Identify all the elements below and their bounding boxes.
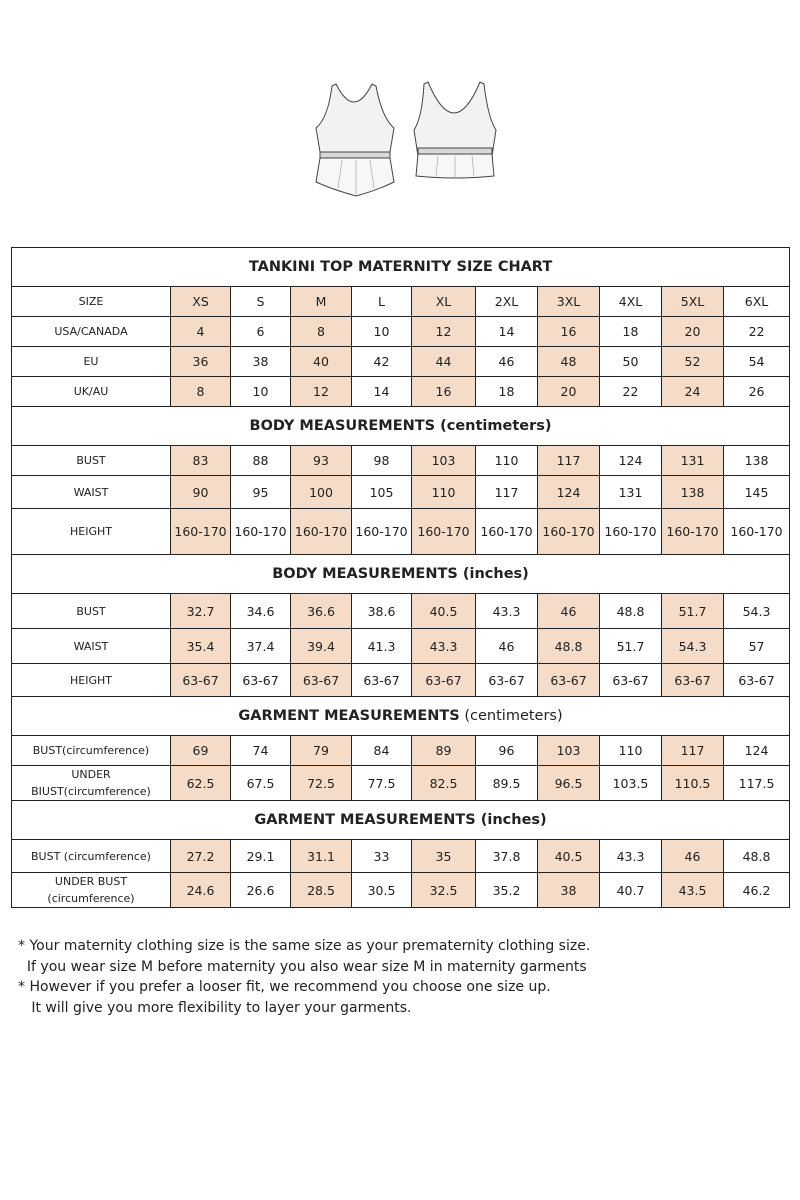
table-cell: 40 bbox=[291, 347, 352, 377]
table-cell: 79 bbox=[291, 736, 352, 766]
table-cell: 46 bbox=[476, 629, 538, 664]
note-line: * However if you prefer a looser fit, we recommend you choose one size up. bbox=[18, 979, 551, 995]
table-cell: 8 bbox=[171, 377, 231, 407]
table-cell: 35.4 bbox=[171, 629, 231, 664]
table-cell: 32.5 bbox=[412, 873, 476, 908]
table-cell: 5XL bbox=[662, 287, 724, 317]
table-cell: 88 bbox=[231, 446, 291, 476]
table-row bbox=[12, 766, 790, 801]
table-cell: 160-170 bbox=[352, 509, 412, 555]
table-cell: 98 bbox=[352, 446, 412, 476]
table-cell: 50 bbox=[600, 347, 662, 377]
table-cell: 63-67 bbox=[352, 664, 412, 697]
table-cell: 124 bbox=[538, 476, 600, 509]
section-title bbox=[12, 407, 790, 446]
section-title-text: GARMENT MEASUREMENTS bbox=[254, 811, 476, 828]
table-cell: 63-67 bbox=[291, 664, 352, 697]
table-cell: 63-67 bbox=[724, 664, 790, 697]
table-cell: 131 bbox=[662, 446, 724, 476]
section-title bbox=[12, 555, 790, 594]
table-row bbox=[12, 347, 790, 377]
table-cell: 36 bbox=[171, 347, 231, 377]
table-cell: 103.5 bbox=[600, 766, 662, 801]
tankini-front bbox=[316, 84, 394, 196]
table-cell: 12 bbox=[412, 317, 476, 347]
table-cell: 16 bbox=[538, 317, 600, 347]
table-cell: 20 bbox=[538, 377, 600, 407]
table-cell: 131 bbox=[600, 476, 662, 509]
note-line: It will give you more flexibility to layer your garments. bbox=[18, 999, 412, 1016]
row-label: BUST (circumference) bbox=[12, 840, 171, 873]
table-cell: 29.1 bbox=[231, 840, 291, 873]
table-cell: 8 bbox=[291, 317, 352, 347]
table-cell: 72.5 bbox=[291, 766, 352, 801]
section-header bbox=[12, 555, 790, 594]
table-cell: 38 bbox=[538, 873, 600, 908]
table-row bbox=[12, 873, 790, 908]
table-cell: 90 bbox=[171, 476, 231, 509]
note-line: * Your maternity clothing size is the same size as your prematernity clothing size. bbox=[18, 938, 591, 954]
table-cell: 38.6 bbox=[352, 594, 412, 629]
table-cell: 83 bbox=[171, 446, 231, 476]
table-cell: 31.1 bbox=[291, 840, 352, 873]
row-label: UNDER BUST (circumference) bbox=[12, 873, 171, 908]
table-cell: 4XL bbox=[600, 287, 662, 317]
section-header bbox=[12, 407, 790, 446]
table-cell: 93 bbox=[291, 446, 352, 476]
table-cell: 12 bbox=[291, 377, 352, 407]
table-cell: 96.5 bbox=[538, 766, 600, 801]
table-cell: 24.6 bbox=[171, 873, 231, 908]
table-cell: 54.3 bbox=[662, 629, 724, 664]
table-cell: 52 bbox=[662, 347, 724, 377]
table-cell: 26 bbox=[724, 377, 790, 407]
table-cell: 124 bbox=[600, 446, 662, 476]
table-cell: 89 bbox=[412, 736, 476, 766]
table-cell: 46 bbox=[538, 594, 600, 629]
table-cell: XS bbox=[171, 287, 231, 317]
table-cell: 48 bbox=[538, 347, 600, 377]
row-label: USA/CANADA bbox=[12, 317, 171, 347]
table-cell: 40.5 bbox=[538, 840, 600, 873]
table-row bbox=[12, 629, 790, 664]
row-label: BUST bbox=[12, 446, 171, 476]
table-row bbox=[12, 594, 790, 629]
table-cell: 117 bbox=[662, 736, 724, 766]
table-cell: 160-170 bbox=[724, 509, 790, 555]
table-cell: 40.7 bbox=[600, 873, 662, 908]
table-cell: 6XL bbox=[724, 287, 790, 317]
table-cell: 18 bbox=[600, 317, 662, 347]
table-cell: 62.5 bbox=[171, 766, 231, 801]
table-cell: 10 bbox=[352, 317, 412, 347]
table-row bbox=[12, 509, 790, 555]
table-cell: M bbox=[291, 287, 352, 317]
table-cell: 37.8 bbox=[476, 840, 538, 873]
row-label: SIZE bbox=[12, 287, 171, 317]
table-row bbox=[12, 476, 790, 509]
row-label: HEIGHT bbox=[12, 664, 171, 697]
table-cell: 43.3 bbox=[412, 629, 476, 664]
table-cell: 35.2 bbox=[476, 873, 538, 908]
tankini-back bbox=[414, 82, 496, 178]
table-row bbox=[12, 840, 790, 873]
section-title-text: BODY MEASUREMENTS bbox=[249, 417, 436, 434]
table-cell: 18 bbox=[476, 377, 538, 407]
table-cell: 63-67 bbox=[538, 664, 600, 697]
table-cell: XL bbox=[412, 287, 476, 317]
table-cell: 63-67 bbox=[662, 664, 724, 697]
table-cell: 138 bbox=[662, 476, 724, 509]
table-cell: 117 bbox=[476, 476, 538, 509]
table-cell: 89.5 bbox=[476, 766, 538, 801]
table-cell: 10 bbox=[231, 377, 291, 407]
table-row bbox=[12, 377, 790, 407]
table-cell: 63-67 bbox=[412, 664, 476, 697]
table-cell: 160-170 bbox=[476, 509, 538, 555]
table-cell: 124 bbox=[724, 736, 790, 766]
table-cell: 36.6 bbox=[291, 594, 352, 629]
table-row bbox=[12, 664, 790, 697]
table-cell: 95 bbox=[231, 476, 291, 509]
row-label: WAIST bbox=[12, 476, 171, 509]
table-cell: 34.6 bbox=[231, 594, 291, 629]
table-cell: 63-67 bbox=[476, 664, 538, 697]
table-cell: 110.5 bbox=[662, 766, 724, 801]
row-label: EU bbox=[12, 347, 171, 377]
section-title bbox=[12, 697, 790, 736]
table-cell: 46 bbox=[476, 347, 538, 377]
table-cell: 28.5 bbox=[291, 873, 352, 908]
table-cell: 103 bbox=[538, 736, 600, 766]
section-header bbox=[12, 801, 790, 840]
section-title-text: GARMENT MEASUREMENTS bbox=[238, 707, 460, 724]
table-cell: 14 bbox=[476, 317, 538, 347]
table-row bbox=[12, 317, 790, 347]
row-label: UK/AU bbox=[12, 377, 171, 407]
table-cell: 24 bbox=[662, 377, 724, 407]
table-cell: 16 bbox=[412, 377, 476, 407]
table-cell: 43.5 bbox=[662, 873, 724, 908]
table-cell: 110 bbox=[600, 736, 662, 766]
table-cell: 145 bbox=[724, 476, 790, 509]
table-cell: 160-170 bbox=[538, 509, 600, 555]
table-cell: 39.4 bbox=[291, 629, 352, 664]
table-cell: 105 bbox=[352, 476, 412, 509]
table-cell: 27.2 bbox=[171, 840, 231, 873]
table-row bbox=[12, 736, 790, 766]
table-cell: 32.7 bbox=[171, 594, 231, 629]
table-cell: 138 bbox=[724, 446, 790, 476]
table-cell: 54.3 bbox=[724, 594, 790, 629]
table-cell: 160-170 bbox=[231, 509, 291, 555]
table-cell: 3XL bbox=[538, 287, 600, 317]
tankini-sketch bbox=[312, 78, 502, 202]
table-cell: 110 bbox=[476, 446, 538, 476]
size-chart-table bbox=[11, 247, 790, 908]
table-cell: 69 bbox=[171, 736, 231, 766]
row-label: UNDER BIUST(circumference) bbox=[12, 766, 171, 801]
table-cell: 30.5 bbox=[352, 873, 412, 908]
note-line: If you wear size M before maternity you also wear size M in maternity garments bbox=[18, 958, 587, 975]
table-cell: 117 bbox=[538, 446, 600, 476]
table-cell: 82.5 bbox=[412, 766, 476, 801]
table-cell: 42 bbox=[352, 347, 412, 377]
table-cell: 74 bbox=[231, 736, 291, 766]
chart-title: TANKINI TOP MATERNITY SIZE CHART bbox=[12, 248, 790, 287]
table-cell: 160-170 bbox=[291, 509, 352, 555]
table-cell: 100 bbox=[291, 476, 352, 509]
table-cell: 6 bbox=[231, 317, 291, 347]
row-label: HEIGHT bbox=[12, 509, 171, 555]
table-cell: 46 bbox=[662, 840, 724, 873]
table-cell: 2XL bbox=[476, 287, 538, 317]
section-header bbox=[12, 697, 790, 736]
table-cell: 103 bbox=[412, 446, 476, 476]
table-cell: 160-170 bbox=[412, 509, 476, 555]
table-cell: 4 bbox=[171, 317, 231, 347]
table-cell: 77.5 bbox=[352, 766, 412, 801]
table-cell: 48.8 bbox=[538, 629, 600, 664]
table-row bbox=[12, 446, 790, 476]
table-cell: 20 bbox=[662, 317, 724, 347]
table-cell: 40.5 bbox=[412, 594, 476, 629]
table-cell: 41.3 bbox=[352, 629, 412, 664]
table-cell: 37.4 bbox=[231, 629, 291, 664]
table-cell: 33 bbox=[352, 840, 412, 873]
table-cell: 84 bbox=[352, 736, 412, 766]
table-cell: 46.2 bbox=[724, 873, 790, 908]
table-cell: S bbox=[231, 287, 291, 317]
table-cell: 160-170 bbox=[600, 509, 662, 555]
section-unit: (centimeters) bbox=[435, 417, 552, 434]
section-unit: (centimeters) bbox=[459, 707, 563, 724]
row-label: BUST bbox=[12, 594, 171, 629]
table-cell: 160-170 bbox=[662, 509, 724, 555]
size-row bbox=[12, 287, 790, 317]
row-label: BUST(circumference) bbox=[12, 736, 171, 766]
table-cell: 67.5 bbox=[231, 766, 291, 801]
table-cell: 43.3 bbox=[600, 840, 662, 873]
table-cell: 22 bbox=[600, 377, 662, 407]
table-cell: 51.7 bbox=[662, 594, 724, 629]
table-cell: 38 bbox=[231, 347, 291, 377]
table-cell: 96 bbox=[476, 736, 538, 766]
section-title bbox=[12, 801, 790, 840]
table-cell: 51.7 bbox=[600, 629, 662, 664]
table-cell: 26.6 bbox=[231, 873, 291, 908]
row-label: WAIST bbox=[12, 629, 171, 664]
table-cell: 63-67 bbox=[600, 664, 662, 697]
table-cell: 63-67 bbox=[231, 664, 291, 697]
table-cell: 44 bbox=[412, 347, 476, 377]
table-cell: 35 bbox=[412, 840, 476, 873]
table-cell: 110 bbox=[412, 476, 476, 509]
table-cell: 63-67 bbox=[171, 664, 231, 697]
table-cell: 43.3 bbox=[476, 594, 538, 629]
table-cell: 57 bbox=[724, 629, 790, 664]
table-cell: 48.8 bbox=[724, 840, 790, 873]
notes bbox=[18, 936, 788, 1018]
table-cell: 54 bbox=[724, 347, 790, 377]
table-cell: 22 bbox=[724, 317, 790, 347]
table-cell: 117.5 bbox=[724, 766, 790, 801]
section-unit: (inches) bbox=[475, 811, 547, 828]
table-cell: 48.8 bbox=[600, 594, 662, 629]
table-cell: 14 bbox=[352, 377, 412, 407]
section-unit: (inches) bbox=[457, 565, 529, 582]
section-title-text: BODY MEASUREMENTS bbox=[272, 565, 458, 582]
table-cell: L bbox=[352, 287, 412, 317]
table-cell: 160-170 bbox=[171, 509, 231, 555]
